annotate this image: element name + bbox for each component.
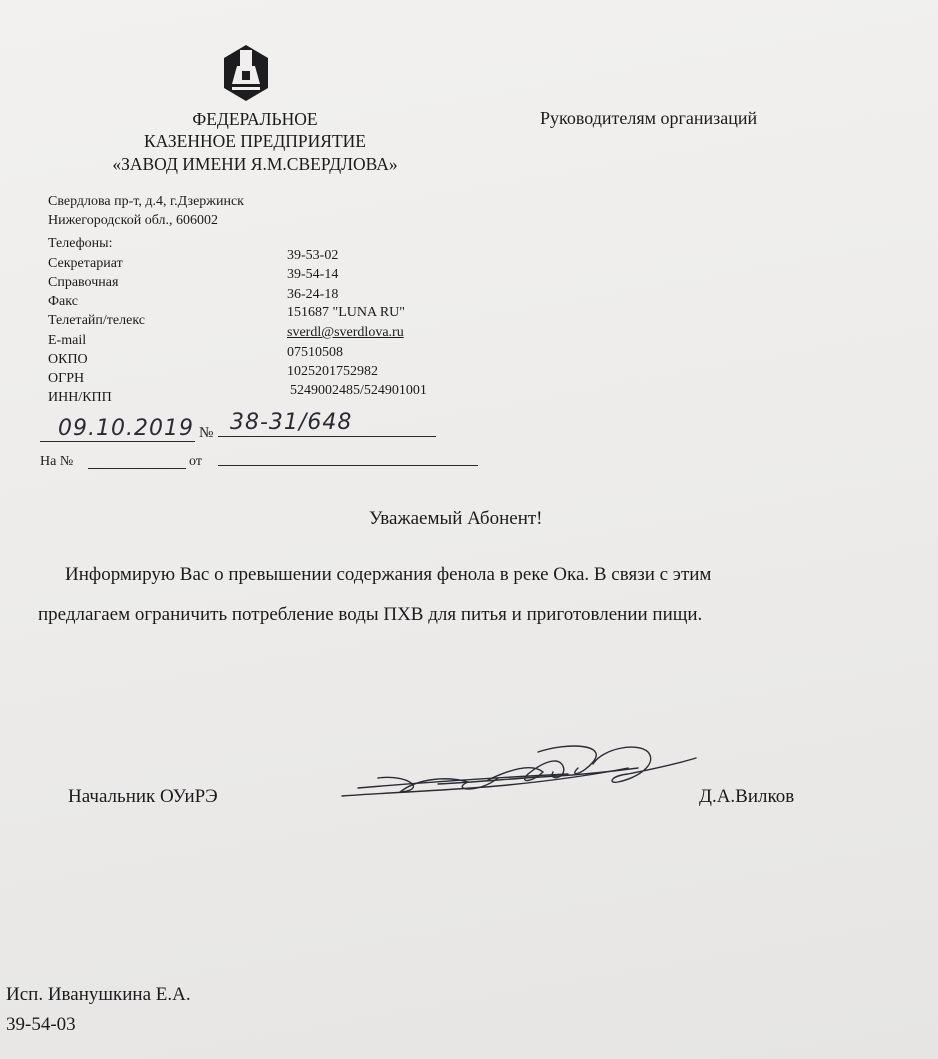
contact-label: ОКПО <box>48 352 88 367</box>
org-name-line1: ФЕДЕРАЛЬНОЕ <box>192 109 318 129</box>
reference-underline <box>88 468 186 469</box>
executor-name: Исп. Иванушкина Е.А. <box>6 984 191 1005</box>
reference-from-underline <box>218 465 478 466</box>
contact-label: Секретариат <box>48 256 123 271</box>
contact-value: 39-54-14 <box>287 267 339 282</box>
org-name-line3: «ЗАВОД ИМЕНИ Я.М.СВЕРДЛОВА» <box>112 154 398 174</box>
address-line2: Нижегородской обл., 606002 <box>48 213 218 228</box>
signer-position: Начальник ОУиРЭ <box>68 786 218 807</box>
date-underline <box>40 441 195 442</box>
email-link[interactable]: sverdl@sverdlova.ru <box>287 325 404 340</box>
contact-label: Факс <box>48 294 78 309</box>
recipient: Руководителям организаций <box>540 108 758 128</box>
factory-logo-icon <box>222 44 270 102</box>
doc-date: 09.10.2019 <box>58 416 194 441</box>
contact-value: 39-53-02 <box>287 248 339 263</box>
body-line1: Информирую Вас о превышении содержания фенола в реке Ока. В связи с этим <box>65 564 712 585</box>
contact-value: 07510508 <box>287 345 343 360</box>
contact-label: ОГРН <box>48 371 85 386</box>
handwritten-signature-icon <box>338 738 698 808</box>
contact-label: Телетайп/телекс <box>48 313 146 328</box>
doc-number: 38-31/648 <box>230 410 353 435</box>
org-name-line2: КАЗЕННОЕ ПРЕДПРИЯТИЕ <box>143 131 366 151</box>
contact-label: E-mail <box>48 333 87 348</box>
contact-value: 1025201752982 <box>287 364 378 379</box>
phones-label: Телефоны: <box>48 236 113 251</box>
contact-value: 5249002485/524901001 <box>290 383 427 398</box>
contact-label: ИНН/КПП <box>48 390 112 405</box>
number-underline <box>218 436 436 437</box>
body-line2: предлагаем ограничить потребление воды ПХВ для питья и приготовлении пищи. <box>38 604 703 625</box>
doc-number-label: № <box>199 425 214 441</box>
contact-value: 151687 "LUNA RU" <box>287 305 405 320</box>
greeting: Уважаемый Абонент! <box>369 508 543 529</box>
reference-label: На № <box>40 454 74 469</box>
contact-label: Справочная <box>48 275 119 290</box>
reference-from-label: от <box>189 454 202 469</box>
signer-name: Д.А.Вилков <box>699 786 795 807</box>
contact-value: 36-24-18 <box>287 287 339 302</box>
executor-phone: 39-54-03 <box>6 1014 76 1035</box>
address-line1: Свердлова пр-т, д.4, г.Дзержинск <box>48 194 244 209</box>
